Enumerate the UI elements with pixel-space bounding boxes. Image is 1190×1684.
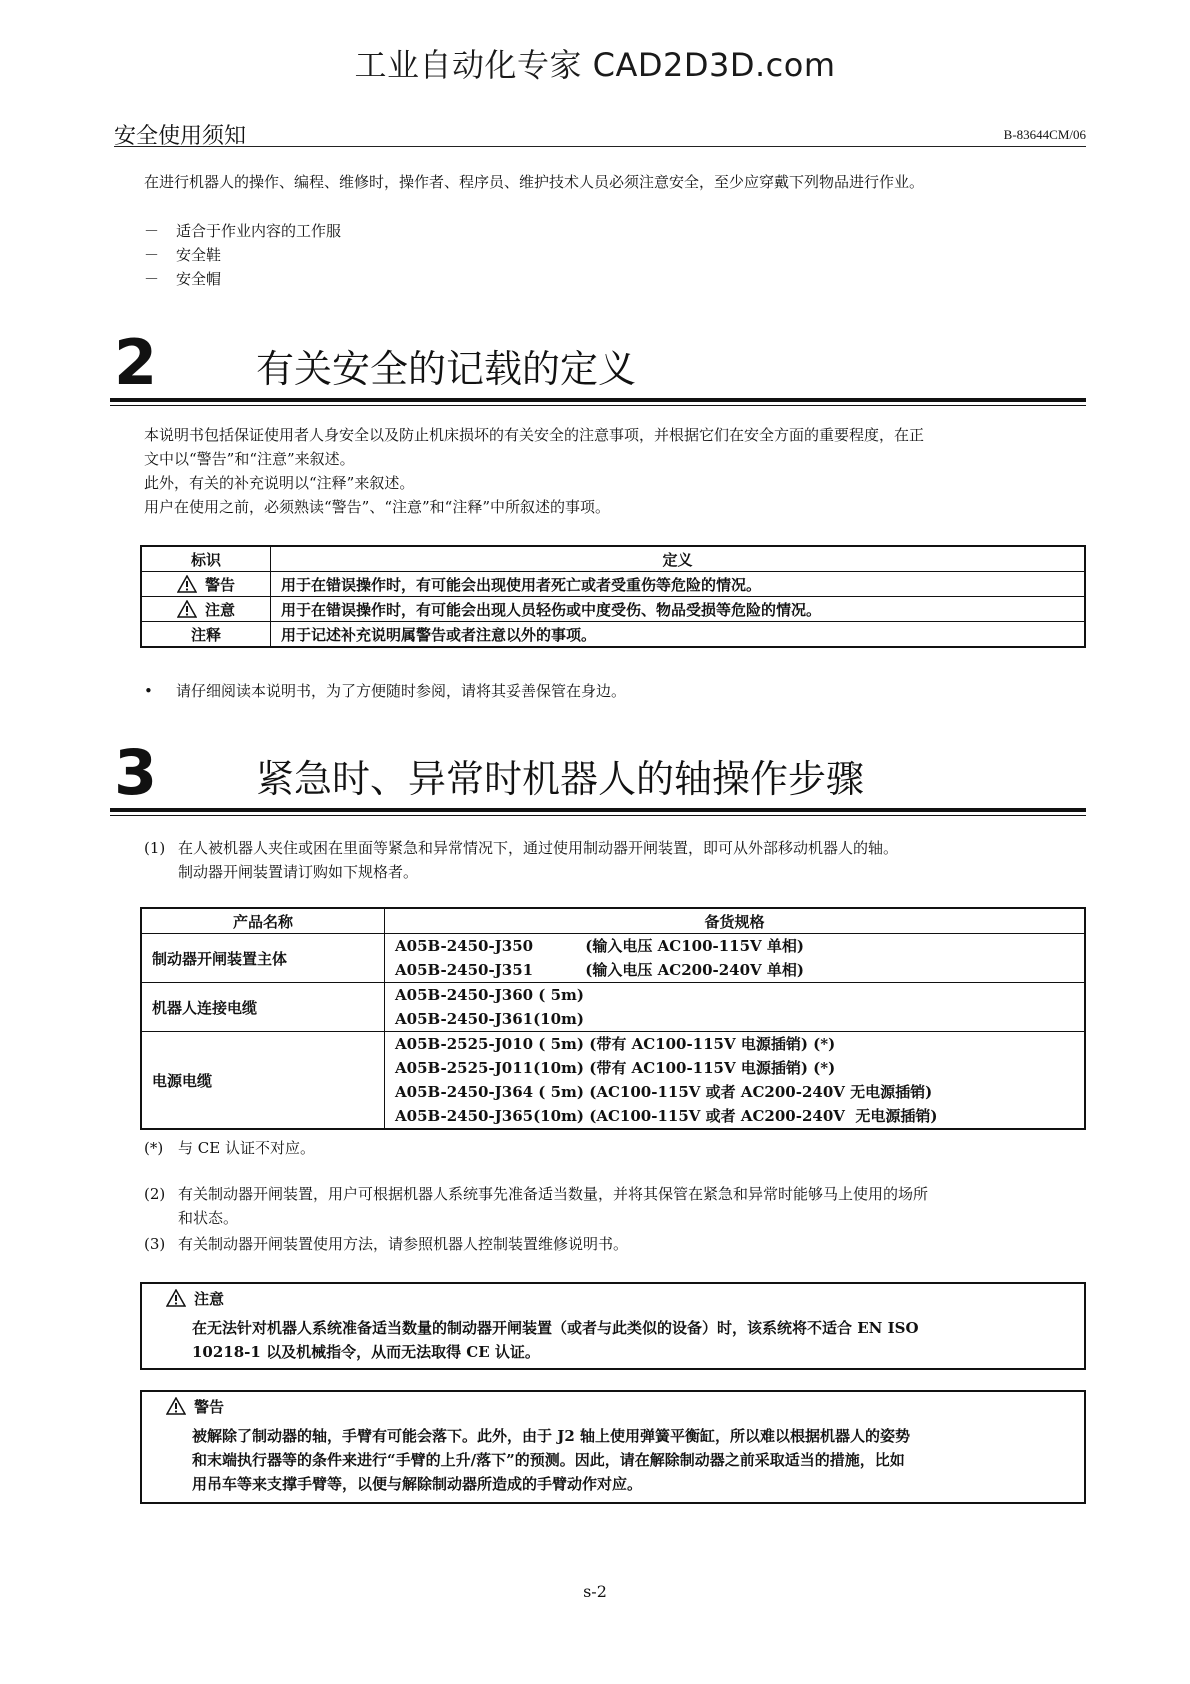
warning-line: 和末端执行器等的条件来进行“手臂的上升/落下”的预测。因此，请在解除制动器之前采取适当的措施，比如	[192, 1451, 905, 1469]
spec-line: A05B-2525-J011(10m) (带有 AC100-115V 电源插销) (*)	[395, 1059, 836, 1077]
warning-triangle-icon	[177, 575, 197, 593]
section-title: 紧急时、异常时机器人的轴操作步骤	[256, 757, 865, 801]
spec-cell	[385, 934, 1086, 983]
caution-body	[192, 1316, 1064, 1364]
definition-cell: 用于在错误操作时，有可能会出现人员轻伤或中度受伤、物品受损等危险的情况。	[271, 597, 1086, 622]
footnote-mark: (*)	[144, 1139, 164, 1157]
warning-line: 被解除了制动器的轴，手臂有可能会落下。此外，由于 J2 轴上使用弹簧平衡缸，所以难以根据机器人的姿势	[192, 1427, 910, 1445]
paragraph-line: 有关制动器开闸装置使用方法，请参照机器人控制装置维修说明书。	[178, 1235, 629, 1253]
spec-line: A05B-2450-J350 (输入电压 AC100-115V 单相)	[395, 937, 804, 955]
dash-marker: －	[144, 246, 160, 264]
section-rule	[110, 808, 1086, 812]
mark-cell	[141, 572, 271, 597]
table-row	[141, 572, 1085, 597]
page-number: s-2	[583, 1582, 607, 1601]
watermark-text: 工业自动化专家 CAD2D3D.com	[354, 46, 836, 84]
table-row	[141, 597, 1085, 622]
list-item	[144, 244, 221, 265]
table-header-row	[141, 908, 1085, 934]
spec-line: A05B-2450-J364 ( 5m) (AC100-115V 或者 AC200-240V 无电源插销)	[395, 1083, 933, 1101]
list-item	[144, 268, 221, 289]
paragraph-line: 用户在使用之前，必须熟读“警告”、“注意”和“注释”中所叙述的事项。	[144, 498, 611, 516]
list-item-text: 安全帽	[176, 270, 222, 288]
section-rule	[110, 398, 1086, 402]
paragraph-line: 和状态。	[178, 1209, 239, 1227]
list-item-text: 安全鞋	[176, 246, 222, 264]
table-header-cell: 产品名称	[141, 908, 385, 934]
caution-box	[140, 1282, 1086, 1370]
paragraph-line: 有关制动器开闸装置，用户可根据机器人系统事先准备适当数量，并将其保管在紧急和异常时能够马上使用的场所	[178, 1185, 929, 1203]
dash-marker: －	[144, 222, 160, 240]
section-rule-thin	[110, 815, 1086, 816]
table-header-cell: 备货规格	[385, 908, 1086, 934]
spec-line: A05B-2450-J361(10m)	[395, 1010, 585, 1028]
item-number: (2)	[144, 1185, 166, 1203]
caution-title	[166, 1288, 224, 1309]
mark-label: 注意	[204, 600, 235, 619]
numbered-item-3	[144, 1232, 628, 1256]
section-rule-thin	[110, 405, 1086, 406]
list-item-text: 适合于作业内容的工作服	[176, 222, 342, 240]
product-name-cell: 机器人连接电缆	[141, 983, 385, 1032]
product-name-cell: 电源电缆	[141, 1032, 385, 1130]
item-number: (1)	[144, 839, 166, 857]
bullet-text: 请仔细阅读本说明书，为了方便随时参阅，请将其妥善保管在身边。	[176, 682, 627, 700]
spec-line: A05B-2450-J351 (输入电压 AC200-240V 单相)	[395, 961, 804, 979]
intro-paragraph: 在进行机器人的操作、编程、维修时，操作者、程序员、维护技术人员必须注意安全，至少应穿戴下列物品进行作业。	[144, 173, 925, 191]
warning-body	[192, 1424, 1064, 1496]
section-title: 有关安全的记载的定义	[256, 347, 637, 391]
dash-marker: －	[144, 270, 160, 288]
running-header-title: 安全使用须知	[114, 124, 247, 149]
table-row	[141, 622, 1085, 648]
table-row	[141, 1032, 1085, 1130]
mark-label: 注释	[190, 625, 221, 644]
warning-triangle-icon	[177, 600, 197, 618]
paragraph-line: 此外，有关的补充说明以“注释”来叙述。	[144, 474, 415, 492]
footnote	[144, 1136, 315, 1160]
spec-cell	[385, 983, 1086, 1032]
warning-box	[140, 1390, 1086, 1504]
bullet-item	[144, 679, 626, 703]
warning-line: 用吊车等来支撑手臂等，以便与解除制动器所造成的手臂动作对应。	[192, 1475, 643, 1493]
table-row	[141, 983, 1085, 1032]
table-header-cell: 标识	[141, 546, 271, 572]
item-number: (3)	[144, 1235, 166, 1253]
paragraph-line: 在人被机器人夹住或困在里面等紧急和异常情况下，通过使用制动器开闸装置，即可从外部移动机器人的轴。	[178, 839, 899, 857]
mark-label: 警告	[204, 575, 235, 594]
header-rule	[114, 146, 1086, 147]
spec-line: A05B-2525-J010 ( 5m) (带有 AC100-115V 电源插销) (*)	[395, 1035, 836, 1053]
numbered-item-2	[144, 1182, 928, 1230]
mark-cell	[141, 597, 271, 622]
caution-title-text: 注意	[194, 1290, 225, 1308]
document-number: B-83644CM/06	[1003, 127, 1086, 142]
section2-paragraph	[144, 423, 924, 519]
list-item	[144, 220, 341, 241]
paragraph-line: 文中以“警告”和“注意”来叙述。	[144, 450, 355, 468]
warning-triangle-icon	[166, 1289, 186, 1307]
definition-cell: 用于记述补充说明属警告或者注意以外的事项。	[271, 622, 1086, 648]
spec-cell	[385, 1032, 1086, 1130]
paragraph-line: 制动器开闸装置请订购如下规格者。	[178, 863, 419, 881]
section-number: 2	[114, 326, 158, 399]
warning-triangle-icon	[166, 1397, 186, 1415]
spec-table	[140, 907, 1086, 1130]
table-header-row	[141, 546, 1085, 572]
table-row	[141, 934, 1085, 983]
caution-line: 在无法针对机器人系统准备适当数量的制动器开闸装置（或者与此类似的设备）时，该系统将不适合 EN ISO	[192, 1319, 919, 1337]
bullet-marker: •	[144, 682, 153, 700]
warning-title	[166, 1396, 224, 1417]
definition-cell: 用于在错误操作时，有可能会出现使用者死亡或者受重伤等危险的情况。	[271, 572, 1086, 597]
section-number: 3	[114, 736, 158, 809]
footnote-text: 与 CE 认证不对应。	[178, 1139, 315, 1157]
spec-line: A05B-2450-J360 ( 5m)	[395, 986, 585, 1004]
spec-line: A05B-2450-J365(10m) (AC100-115V 或者 AC200-240V 无电源插销)	[395, 1107, 938, 1125]
definition-table	[140, 545, 1086, 648]
product-name-cell: 制动器开闸装置主体	[141, 934, 385, 983]
paragraph-line: 本说明书包括保证使用者人身安全以及防止机床损坏的有关安全的注意事项，并根据它们在安全方面的重要程度，在正	[144, 426, 925, 444]
warning-title-text: 警告	[194, 1398, 225, 1416]
mark-cell	[141, 622, 271, 648]
table-header-cell: 定义	[271, 546, 1086, 572]
caution-line: 10218-1 以及机械指令，从而无法取得 CE 认证。	[192, 1343, 540, 1361]
numbered-item-1	[144, 836, 898, 884]
